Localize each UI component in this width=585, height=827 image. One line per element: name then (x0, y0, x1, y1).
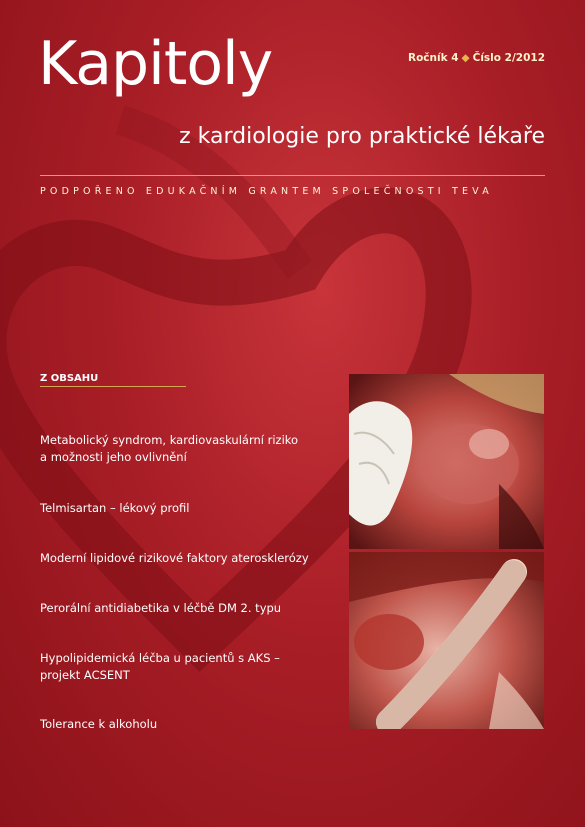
issue-info (408, 52, 545, 64)
toc-item: Telmisartan – lékový profil (40, 501, 190, 515)
magazine-subtitle: z kardiologie pro praktické lékaře (179, 124, 545, 149)
grant-line: PODPOŘENO EDUKAČNÍM GRANTEM SPOLEČNOSTI TEVA (40, 186, 493, 197)
toc-item: Metabolický syndrom, kardiovaskulární riziko a možnosti jeho ovlivnění (40, 433, 299, 464)
toc-item: Tolerance k alkoholu (40, 717, 158, 731)
diamond-separator-icon: ◆ (461, 52, 470, 64)
magazine-title: Kapitoly (38, 29, 273, 99)
toc-item: Moderní lipidové rizikové faktory aterosklerózy (40, 551, 309, 565)
toc-heading: Z OBSAHU (40, 373, 99, 384)
toc-item: Perorální antidiabetika v léčbě DM 2. typu (40, 601, 282, 615)
issue-volume: Ročník 4 (407, 52, 459, 64)
surgery-photo-top (349, 374, 544, 549)
toc-divider (40, 386, 186, 387)
issue-number: Číslo 2/2012 (472, 52, 545, 64)
toc-item: Hypolipidemická léčba u pacientů s AKS – projekt ACSENT (40, 651, 280, 682)
surgery-photo-bottom (349, 552, 544, 729)
header-divider (40, 175, 545, 176)
